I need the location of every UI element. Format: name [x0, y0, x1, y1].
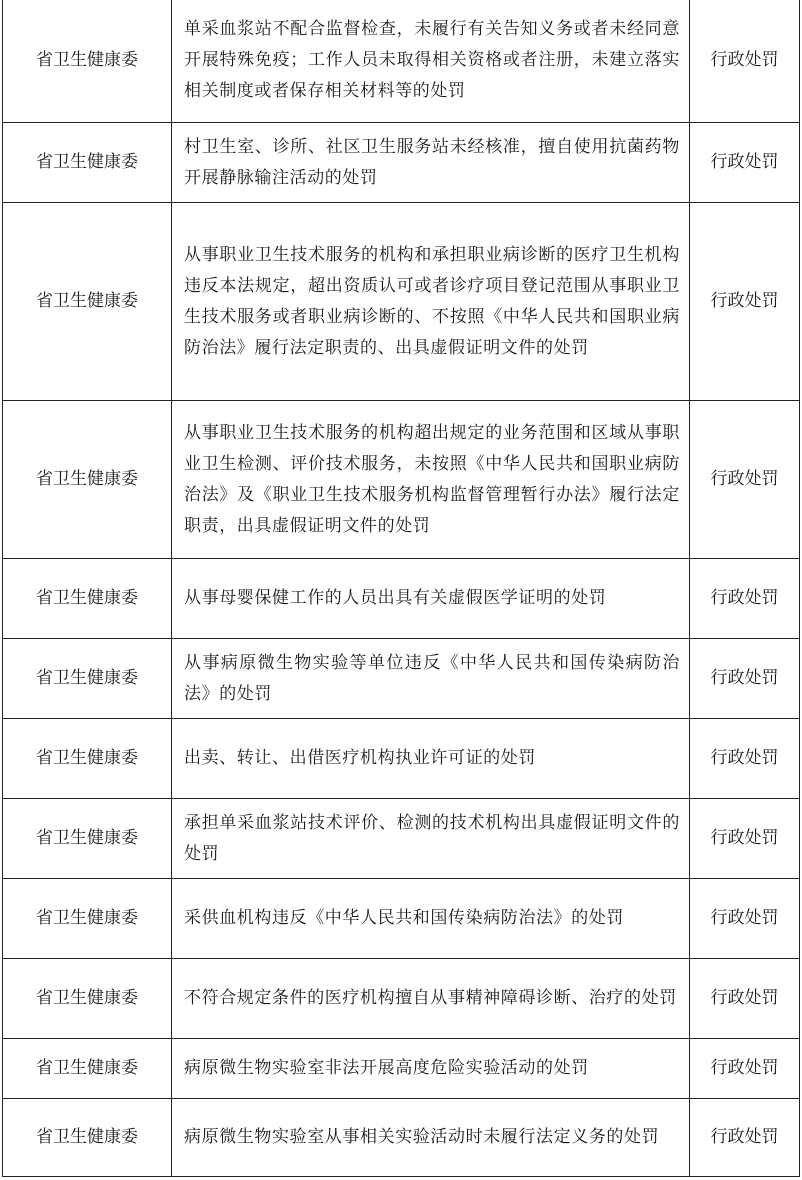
- matter-cell: 单采血浆站不配合监督检查，未履行有关告知义务或者未经同意开展特殊免疫；工作人员未取得相关资格或者注册，未建立落实相关制度或者保存相关材料等的处罚: [172, 0, 690, 123]
- matter-cell: 从事职业卫生技术服务的机构和承担职业病诊断的医疗卫生机构违反本法规定，超出资质认可或者诊疗项目登记范围从事职业卫生技术服务或者职业病诊断的、不按照《中华人民共和国职业病防治法》履行法定职责的、出具虚假证明文件的处罚: [172, 203, 690, 401]
- table-row: [3, 1039, 800, 1099]
- department-cell: 省卫生健康委: [3, 559, 172, 639]
- category-cell: 行政处罚: [690, 401, 800, 559]
- category-cell: 行政处罚: [690, 639, 800, 719]
- table-row: [3, 959, 800, 1039]
- table-row: [3, 879, 800, 959]
- category-cell: 行政处罚: [690, 879, 800, 959]
- matter-cell: 不符合规定条件的医疗机构擅自从事精神障碍诊断、治疗的处罚: [172, 959, 690, 1039]
- table-row: [3, 639, 800, 719]
- category-cell: 行政处罚: [690, 1039, 800, 1099]
- matter-cell: 出卖、转让、出借医疗机构执业许可证的处罚: [172, 719, 690, 799]
- table-row: [3, 0, 800, 123]
- category-cell: 行政处罚: [690, 1099, 800, 1177]
- department-cell: 省卫生健康委: [3, 123, 172, 203]
- category-cell: 行政处罚: [690, 203, 800, 401]
- category-cell: 行政处罚: [690, 0, 800, 123]
- category-cell: 行政处罚: [690, 959, 800, 1039]
- department-cell: 省卫生健康委: [3, 639, 172, 719]
- table-row: [3, 1099, 800, 1177]
- table-row: [3, 719, 800, 799]
- matter-cell: 从事职业卫生技术服务的机构超出规定的业务范围和区域从事职业卫生检测、评价技术服务，未按照《中华人民共和国职业病防治法》及《职业卫生技术服务机构监督管理暂行办法》履行法定职责，出具虚假证明文件的处罚: [172, 401, 690, 559]
- table-row: [3, 123, 800, 203]
- department-cell: 省卫生健康委: [3, 1039, 172, 1099]
- matter-cell: 承担单采血浆站技术评价、检测的技术机构出具虚假证明文件的处罚: [172, 799, 690, 879]
- table-row: [3, 401, 800, 559]
- matter-cell: 病原微生物实验室从事相关实验活动时未履行法定义务的处罚: [172, 1099, 690, 1177]
- category-cell: 行政处罚: [690, 719, 800, 799]
- table-row: [3, 799, 800, 879]
- matter-cell: 从事病原微生物实验等单位违反《中华人民共和国传染病防治法》的处罚: [172, 639, 690, 719]
- matter-cell: 病原微生物实验室非法开展高度危险实验活动的处罚: [172, 1039, 690, 1099]
- department-cell: 省卫生健康委: [3, 0, 172, 123]
- matter-cell: 从事母婴保健工作的人员出具有关虚假医学证明的处罚: [172, 559, 690, 639]
- matter-cell: 村卫生室、诊所、社区卫生服务站未经核准，擅自使用抗菌药物开展静脉输注活动的处罚: [172, 123, 690, 203]
- table-row: [3, 203, 800, 401]
- matter-cell: 采供血机构违反《中华人民共和国传染病防治法》的处罚: [172, 879, 690, 959]
- category-cell: 行政处罚: [690, 559, 800, 639]
- department-cell: 省卫生健康委: [3, 719, 172, 799]
- category-cell: 行政处罚: [690, 799, 800, 879]
- table-row: [3, 559, 800, 639]
- penalty-table: [2, 0, 800, 1177]
- department-cell: 省卫生健康委: [3, 1099, 172, 1177]
- category-cell: 行政处罚: [690, 123, 800, 203]
- department-cell: 省卫生健康委: [3, 799, 172, 879]
- department-cell: 省卫生健康委: [3, 879, 172, 959]
- department-cell: 省卫生健康委: [3, 959, 172, 1039]
- department-cell: 省卫生健康委: [3, 203, 172, 401]
- department-cell: 省卫生健康委: [3, 401, 172, 559]
